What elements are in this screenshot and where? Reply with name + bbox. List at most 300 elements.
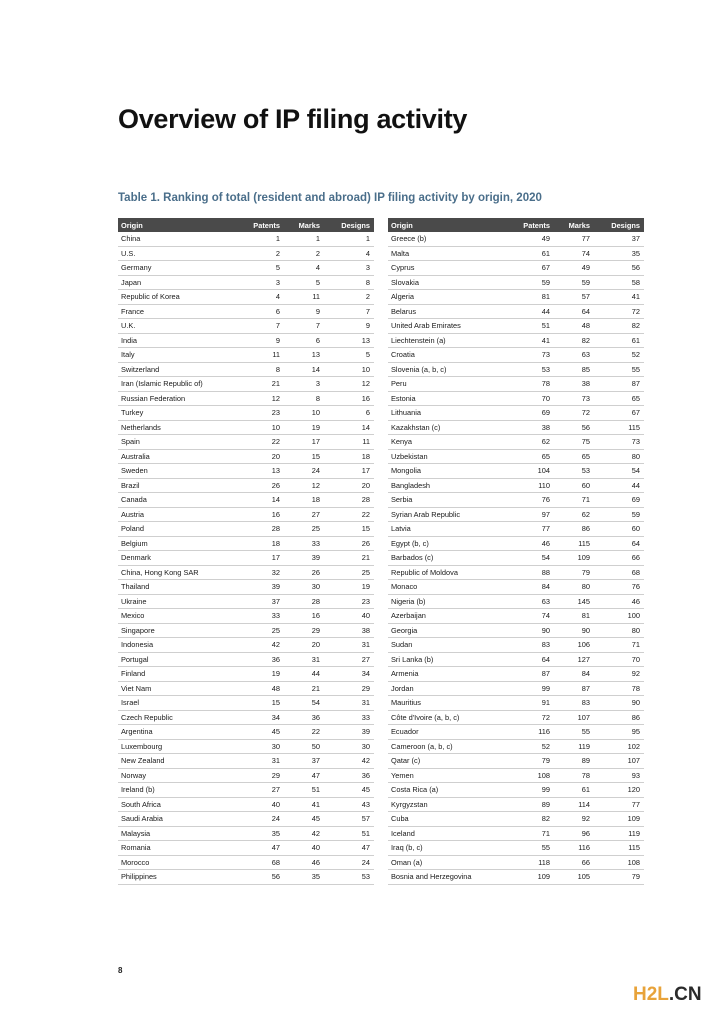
cell-origin: Kazakhstan (c) [388,420,506,435]
cell-origin: Israel [118,696,236,711]
table-row [388,855,644,870]
cell-marks: 65 [554,449,594,464]
cell-origin: Germany [118,261,236,276]
table-row [118,304,374,319]
table-row [118,580,374,595]
table-row [118,232,374,246]
cell-designs: 80 [594,623,644,638]
cell-origin: Philippines [118,870,236,885]
cell-marks: 77 [554,232,594,246]
cell-origin: Italy [118,348,236,363]
cell-marks: 84 [554,667,594,682]
table-row [118,681,374,696]
table-row [118,565,374,580]
cell-marks: 9 [284,304,324,319]
cell-origin: Morocco [118,855,236,870]
cell-designs: 39 [324,725,374,740]
cell-origin: New Zealand [118,754,236,769]
table-row [388,319,644,334]
cell-patents: 56 [236,870,284,885]
cell-designs: 61 [594,333,644,348]
cell-origin: India [118,333,236,348]
cell-origin: Egypt (b, c) [388,536,506,551]
cell-patents: 69 [506,406,554,421]
cell-patents: 2 [236,246,284,261]
table-row [388,870,644,885]
cell-origin: Belarus [388,304,506,319]
cell-origin: Costa Rica (a) [388,783,506,798]
cell-marks: 81 [554,609,594,624]
column-header-origin: Origin [118,218,236,232]
cell-designs: 23 [324,594,374,609]
cell-designs: 13 [324,333,374,348]
table-row [118,652,374,667]
cell-origin: U.S. [118,246,236,261]
table-row [388,768,644,783]
cell-patents: 30 [236,739,284,754]
cell-designs: 93 [594,768,644,783]
cell-patents: 12 [236,391,284,406]
cell-marks: 50 [284,739,324,754]
table-row [118,812,374,827]
cell-origin: Croatia [388,348,506,363]
cell-marks: 119 [554,739,594,754]
cell-designs: 26 [324,536,374,551]
cell-patents: 104 [506,464,554,479]
cell-marks: 66 [554,855,594,870]
table-row [118,826,374,841]
cell-marks: 22 [284,725,324,740]
cell-marks: 48 [554,319,594,334]
table-row [118,768,374,783]
table-row [118,551,374,566]
cell-designs: 53 [324,870,374,885]
table-row [118,855,374,870]
cell-origin: Malta [388,246,506,261]
cell-origin: Cyprus [388,261,506,276]
cell-patents: 54 [506,551,554,566]
cell-marks: 89 [554,754,594,769]
cell-marks: 51 [284,783,324,798]
cell-designs: 22 [324,507,374,522]
table-row [388,464,644,479]
table-row [118,319,374,334]
cell-origin: Denmark [118,551,236,566]
cell-patents: 83 [506,638,554,653]
cell-marks: 64 [554,304,594,319]
cell-origin: Luxembourg [118,739,236,754]
table-row [118,609,374,624]
cell-patents: 64 [506,652,554,667]
cell-designs: 12 [324,377,374,392]
table-row [118,638,374,653]
cell-origin: Cameroon (a, b, c) [388,739,506,754]
cell-origin: Monaco [388,580,506,595]
cell-marks: 114 [554,797,594,812]
cell-marks: 53 [554,464,594,479]
cell-patents: 8 [236,362,284,377]
cell-marks: 37 [284,754,324,769]
cell-origin: Côte d'Ivoire (a, b, c) [388,710,506,725]
cell-origin: China [118,232,236,246]
cell-designs: 119 [594,826,644,841]
cell-patents: 47 [236,841,284,856]
cell-origin: Uzbekistan [388,449,506,464]
cell-designs: 45 [324,783,374,798]
cell-designs: 92 [594,667,644,682]
cell-designs: 51 [324,826,374,841]
table-row [388,362,644,377]
cell-designs: 120 [594,783,644,798]
cell-origin: Brazil [118,478,236,493]
table-row [388,739,644,754]
watermark-domain: .CN [668,984,702,1005]
cell-patents: 36 [236,652,284,667]
column-header-designs: Designs [594,218,644,232]
cell-marks: 33 [284,536,324,551]
cell-patents: 59 [506,275,554,290]
cell-patents: 118 [506,855,554,870]
cell-patents: 116 [506,725,554,740]
table-row [118,348,374,363]
table-row [118,362,374,377]
cell-origin: Austria [118,507,236,522]
cell-designs: 14 [324,420,374,435]
cell-marks: 17 [284,435,324,450]
cell-marks: 107 [554,710,594,725]
table-header-row [388,218,644,232]
cell-patents: 76 [506,493,554,508]
cell-designs: 41 [594,290,644,305]
cell-origin: Iceland [388,826,506,841]
cell-patents: 26 [236,478,284,493]
cell-patents: 62 [506,435,554,450]
cell-designs: 52 [594,348,644,363]
cell-origin: Cuba [388,812,506,827]
cell-origin: Barbados (c) [388,551,506,566]
cell-designs: 66 [594,551,644,566]
cell-marks: 115 [554,536,594,551]
cell-marks: 45 [284,812,324,827]
cell-marks: 82 [554,333,594,348]
cell-designs: 58 [594,275,644,290]
cell-origin: Kenya [388,435,506,450]
cell-marks: 30 [284,580,324,595]
cell-marks: 83 [554,696,594,711]
cell-marks: 57 [554,290,594,305]
cell-patents: 11 [236,348,284,363]
table-row [388,826,644,841]
cell-origin: Yemen [388,768,506,783]
cell-patents: 65 [506,449,554,464]
cell-marks: 44 [284,667,324,682]
cell-origin: Kyrgyzstan [388,797,506,812]
cell-patents: 38 [506,420,554,435]
cell-marks: 42 [284,826,324,841]
cell-patents: 108 [506,768,554,783]
cell-designs: 55 [594,362,644,377]
table-row [118,420,374,435]
cell-designs: 43 [324,797,374,812]
column-header-marks: Marks [284,218,324,232]
page-title: Overview of IP filing activity [118,104,468,134]
cell-marks: 145 [554,594,594,609]
cell-patents: 61 [506,246,554,261]
table-row [118,406,374,421]
cell-patents: 48 [236,681,284,696]
table-row [388,536,644,551]
cell-origin: Ecuador [388,725,506,740]
table-row [388,551,644,566]
cell-marks: 63 [554,348,594,363]
cell-designs: 2 [324,290,374,305]
cell-origin: China, Hong Kong SAR [118,565,236,580]
cell-designs: 108 [594,855,644,870]
cell-patents: 31 [236,754,284,769]
cell-patents: 87 [506,667,554,682]
cell-patents: 73 [506,348,554,363]
cell-marks: 105 [554,870,594,885]
cell-patents: 39 [236,580,284,595]
cell-patents: 35 [236,826,284,841]
table-row [388,377,644,392]
cell-origin: Sri Lanka (b) [388,652,506,667]
cell-marks: 24 [284,464,324,479]
cell-origin: Algeria [388,290,506,305]
cell-patents: 4 [236,290,284,305]
cell-patents: 10 [236,420,284,435]
cell-patents: 27 [236,783,284,798]
cell-patents: 3 [236,275,284,290]
table-row [118,536,374,551]
cell-marks: 6 [284,333,324,348]
cell-marks: 29 [284,623,324,638]
cell-marks: 10 [284,406,324,421]
cell-marks: 90 [554,623,594,638]
cell-origin: Viet Nam [118,681,236,696]
cell-patents: 81 [506,290,554,305]
cell-origin: Indonesia [118,638,236,653]
cell-designs: 27 [324,652,374,667]
cell-origin: Argentina [118,725,236,740]
cell-designs: 95 [594,725,644,740]
table-row [388,710,644,725]
cell-patents: 7 [236,319,284,334]
cell-origin: Qatar (c) [388,754,506,769]
cell-marks: 79 [554,565,594,580]
cell-marks: 49 [554,261,594,276]
cell-designs: 9 [324,319,374,334]
cell-designs: 42 [324,754,374,769]
table-caption: Table 1. Ranking of total (resident and abroad) IP filing activity by origin, 2020 [118,192,542,204]
cell-marks: 109 [554,551,594,566]
cell-origin: Iran (Islamic Republic of) [118,377,236,392]
cell-origin: Japan [118,275,236,290]
page-number: 8 [118,966,123,975]
cell-patents: 19 [236,667,284,682]
cell-marks: 21 [284,681,324,696]
cell-patents: 84 [506,580,554,595]
cell-marks: 41 [284,797,324,812]
cell-patents: 20 [236,449,284,464]
table-row [118,377,374,392]
cell-origin: Estonia [388,391,506,406]
cell-marks: 62 [554,507,594,522]
cell-patents: 71 [506,826,554,841]
table-row [388,232,644,246]
table-row [388,420,644,435]
table-row [118,391,374,406]
cell-patents: 44 [506,304,554,319]
cell-designs: 69 [594,493,644,508]
table-row [388,638,644,653]
table-row [118,739,374,754]
table-row [388,478,644,493]
cell-designs: 28 [324,493,374,508]
cell-patents: 110 [506,478,554,493]
table-header-row [118,218,374,232]
table-row [388,348,644,363]
cell-patents: 55 [506,841,554,856]
cell-origin: Bangladesh [388,478,506,493]
cell-origin: South Africa [118,797,236,812]
table-row [388,667,644,682]
table-row [388,304,644,319]
cell-origin: Mauritius [388,696,506,711]
table-row [118,623,374,638]
cell-marks: 28 [284,594,324,609]
cell-designs: 79 [594,870,644,885]
cell-origin: Republic of Moldova [388,565,506,580]
cell-marks: 31 [284,652,324,667]
table-row [118,449,374,464]
cell-patents: 23 [236,406,284,421]
cell-marks: 36 [284,710,324,725]
cell-designs: 17 [324,464,374,479]
table-row [388,594,644,609]
column-header-patents: Patents [506,218,554,232]
cell-patents: 6 [236,304,284,319]
table-row [388,391,644,406]
cell-marks: 27 [284,507,324,522]
cell-marks: 92 [554,812,594,827]
ranking-table-right [388,218,644,885]
cell-patents: 46 [506,536,554,551]
cell-marks: 47 [284,768,324,783]
column-header-marks: Marks [554,218,594,232]
watermark-logo [633,984,702,1006]
cell-patents: 37 [236,594,284,609]
cell-designs: 100 [594,609,644,624]
cell-designs: 30 [324,739,374,754]
cell-origin: Mexico [118,609,236,624]
cell-designs: 40 [324,609,374,624]
table-row [388,275,644,290]
cell-patents: 78 [506,377,554,392]
cell-marks: 14 [284,362,324,377]
table-row [118,261,374,276]
cell-designs: 37 [594,232,644,246]
cell-marks: 127 [554,652,594,667]
table-row [388,580,644,595]
table-row [118,696,374,711]
cell-marks: 8 [284,391,324,406]
table-row [388,290,644,305]
cell-origin: Republic of Korea [118,290,236,305]
cell-marks: 16 [284,609,324,624]
cell-patents: 15 [236,696,284,711]
cell-designs: 6 [324,406,374,421]
table-row [118,725,374,740]
cell-designs: 115 [594,841,644,856]
cell-patents: 13 [236,464,284,479]
cell-designs: 3 [324,261,374,276]
cell-designs: 64 [594,536,644,551]
cell-origin: Iraq (b, c) [388,841,506,856]
cell-patents: 32 [236,565,284,580]
cell-designs: 5 [324,348,374,363]
table-row [118,435,374,450]
cell-origin: Malaysia [118,826,236,841]
cell-marks: 1 [284,232,324,246]
cell-designs: 71 [594,638,644,653]
cell-origin: Portugal [118,652,236,667]
table-row [118,290,374,305]
cell-origin: Thailand [118,580,236,595]
cell-patents: 89 [506,797,554,812]
cell-marks: 13 [284,348,324,363]
cell-designs: 8 [324,275,374,290]
table-row [388,623,644,638]
cell-designs: 80 [594,449,644,464]
cell-origin: Singapore [118,623,236,638]
cell-patents: 99 [506,681,554,696]
cell-origin: Syrian Arab Republic [388,507,506,522]
cell-patents: 97 [506,507,554,522]
cell-origin: Georgia [388,623,506,638]
cell-marks: 106 [554,638,594,653]
cell-patents: 91 [506,696,554,711]
table-row [388,652,644,667]
cell-patents: 17 [236,551,284,566]
cell-marks: 78 [554,768,594,783]
table-row [388,783,644,798]
cell-patents: 82 [506,812,554,827]
cell-designs: 33 [324,710,374,725]
table-row [118,594,374,609]
table-row [388,333,644,348]
cell-patents: 40 [236,797,284,812]
cell-origin: Peru [388,377,506,392]
cell-origin: Romania [118,841,236,856]
cell-designs: 11 [324,435,374,450]
table-row [118,333,374,348]
cell-marks: 116 [554,841,594,856]
cell-marks: 2 [284,246,324,261]
cell-origin: U.K. [118,319,236,334]
cell-patents: 18 [236,536,284,551]
table-row [388,493,644,508]
table-row [388,609,644,624]
cell-origin: Belgium [118,536,236,551]
cell-designs: 102 [594,739,644,754]
cell-origin: Nigeria (b) [388,594,506,609]
cell-origin: Ukraine [118,594,236,609]
cell-origin: Russian Federation [118,391,236,406]
cell-marks: 87 [554,681,594,696]
table-row [388,754,644,769]
cell-designs: 1 [324,232,374,246]
